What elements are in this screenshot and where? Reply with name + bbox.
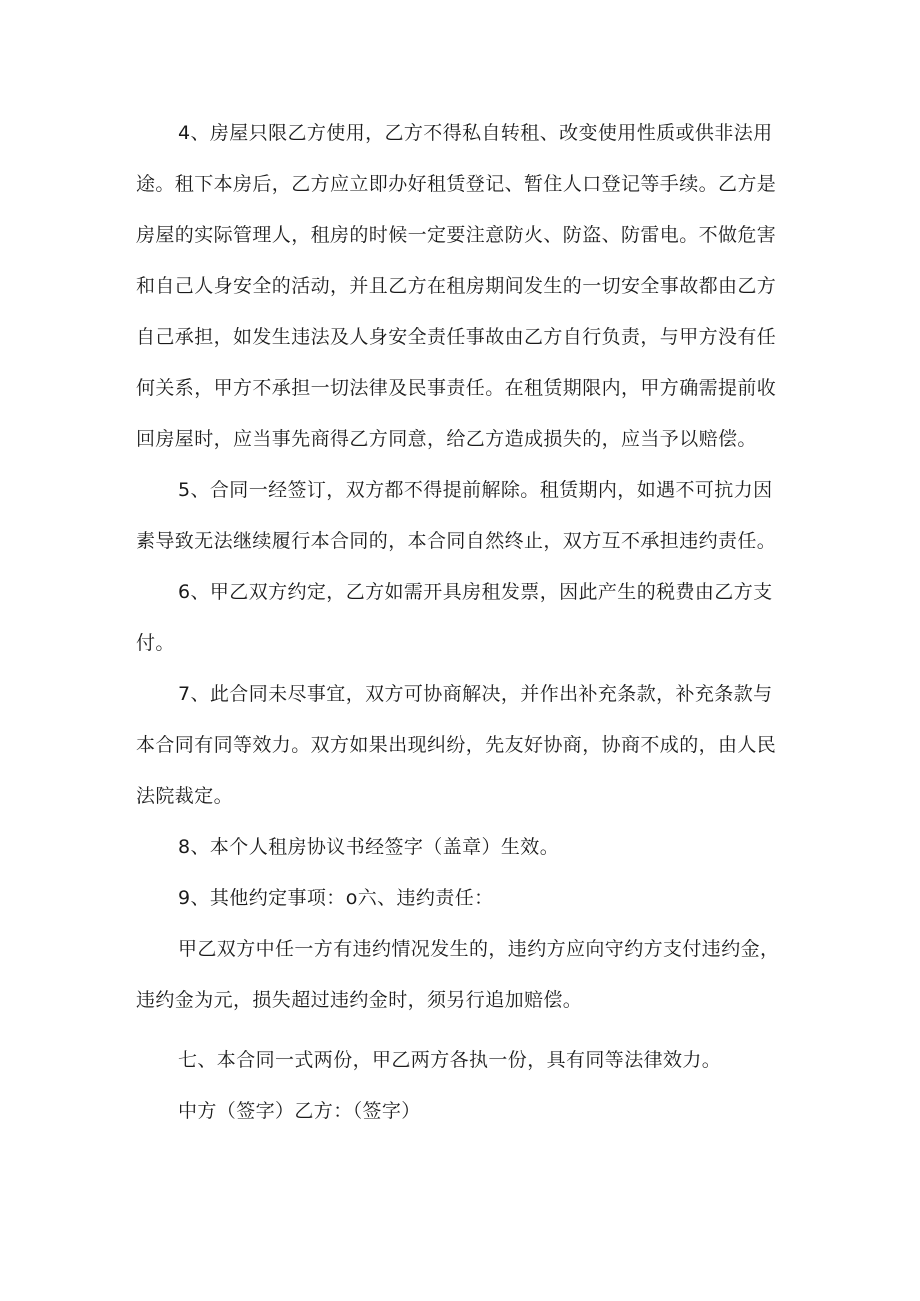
clause-9-line-1: 9、其他约定事项：o六、违约责任： bbox=[178, 887, 494, 909]
clause-5-line-1: 5、合同一经签订，双方都不得提前解除。租赁期内，如遇不可抗力因 bbox=[178, 479, 773, 501]
clause-4-line-4: 和自己人身安全的活动，并且乙方在租房期间发生的一切安全事故都由乙方 bbox=[136, 275, 777, 297]
breach-clause-line-2: 违约金为元，损失超过违约金时，须另行追加赔偿。 bbox=[136, 989, 583, 1011]
clause-6-line-1: 6、甲乙双方约定，乙方如需开具房租发票，因此产生的税费由乙方支 bbox=[178, 581, 773, 603]
clause-4-line-5: 自己承担，如发生违法及人身安全责任事故由乙方自行负责，与甲方没有任 bbox=[136, 326, 777, 348]
clause-seven-line-1: 七、本合同一式两份，甲乙两方各执一份，具有同等法律效力。 bbox=[178, 1049, 722, 1071]
clause-8-line-1: 8、本个人租房协议书经签字（盖章）生效。 bbox=[178, 836, 560, 858]
clause-6-line-2: 付。 bbox=[136, 632, 175, 654]
clause-4-line-6: 何关系，甲方不承担一切法律及民事责任。在租赁期限内，甲方确需提前收 bbox=[136, 377, 777, 399]
clause-7-line-2: 本合同有同等效力。双方如果出现纠纷，先友好协商，协商不成的，由人民 bbox=[136, 734, 777, 756]
breach-clause-line-1: 甲乙双方中任一方有违约情况发生的，违约方应向守约方支付违约金， bbox=[178, 938, 780, 960]
clause-5-line-2: 素导致无法继续履行本合同的，本合同自然终止，双方互不承担违约责任。 bbox=[136, 530, 777, 552]
clause-4-line-7: 回房屋时，应当事先商得乙方同意，给乙方造成损失的，应当予以赔偿。 bbox=[136, 428, 757, 450]
signature-line-text: 中方（签字）乙方：（签字） bbox=[178, 1100, 421, 1122]
clause-4-line-2: 途。租下本房后，乙方应立即办好租赁登记、暂住人口登记等手续。乙方是 bbox=[136, 173, 777, 195]
clause-7-line-1: 7、此合同未尽事宜，双方可协商解决，并作出补充条款，补充条款与 bbox=[178, 683, 773, 705]
clause-7-line-3: 法院裁定。 bbox=[136, 785, 234, 807]
clause-4-line-3: 房屋的实际管理人，租房的时候一定要注意防火、防盗、防雷电。不做危害 bbox=[136, 224, 777, 246]
clause-4-line-1: 4、房屋只限乙方使用，乙方不得私自转租、改变使用性质或供非法用 bbox=[178, 122, 773, 144]
